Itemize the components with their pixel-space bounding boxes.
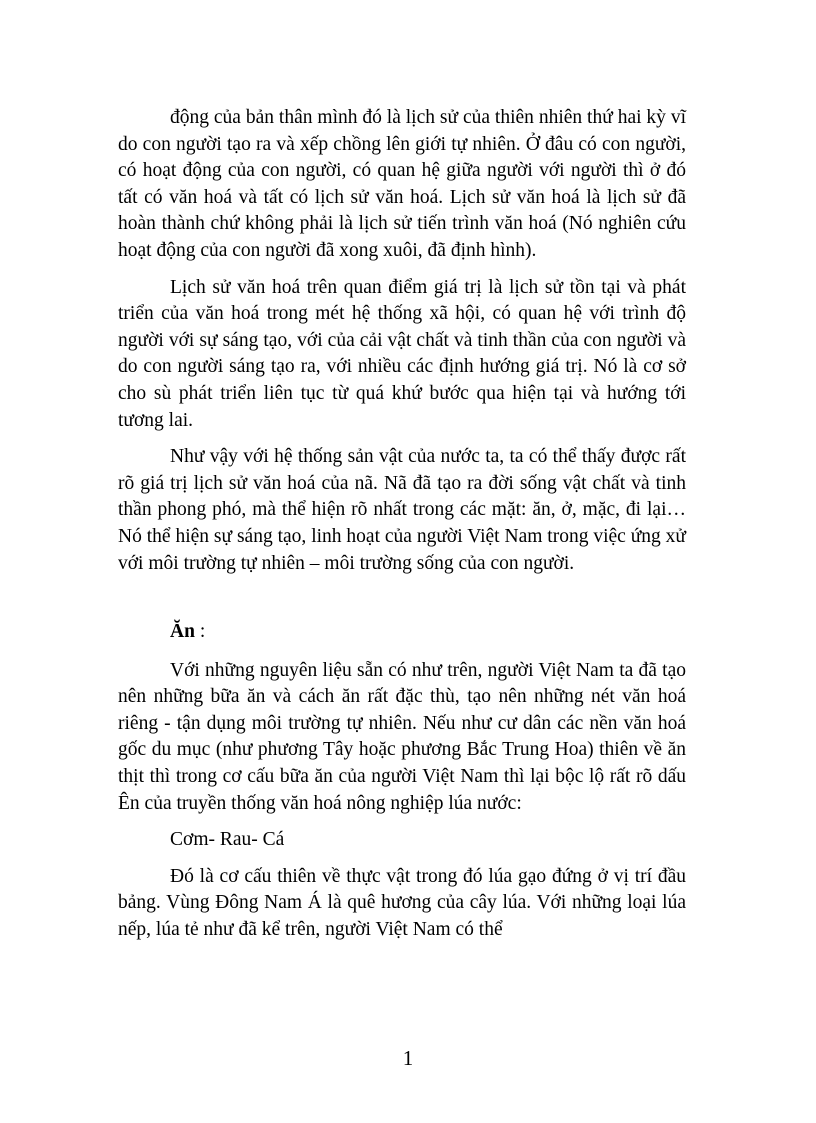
paragraph-rice: Đó là cơ cấu thiên về thực vật trong đó lúa gạo đứng ở vị trí đầu bảng. Vùng Đông Nam Á là quê hương của cây lúa. Với những loại lúa nếp, lúa tẻ như đã kể trên, người Việt Nam có thể	[118, 865, 686, 941]
meal-structure-line: Cơm- Rau- Cá	[170, 829, 285, 851]
section-heading-suffix: :	[194, 621, 206, 643]
paragraph-products: Như vậy với hệ thống sản vật của nước ta, ta có thể thấy được rất rõ giá trị lịch sử văn hoá của nã. Nã đã tạo ra đời sống vật chất và tinh thần phong phó, mà thể hiện rõ nhất trong các mặt: ăn, ở, mặc, đi lại… Nó thể hiện sự sáng tạo, linh hoạt của người Việt Nam trong việc ứng xử với môi trường tự nhiên – môi trường sống của con người.	[118, 446, 686, 574]
page-number: 1	[402, 1046, 414, 1070]
paragraph-history-nature: động của bản thân mình đó là lịch sử của thiên nhiên thứ hai kỳ vĩ do con người tạo ra và xếp chồng lên giới tự nhiên. Ở đâu có con người, có hoạt động của con người, có quan hệ giữa người với người thì ở đó tất có văn hoá và tất có lịch sử văn hoá. Lịch sử văn hoá là lịch sử đã hoàn thành chứ không phải là lịch sử tiến trình văn hoá (Nó nghiên cứu hoạt động của con người đã xong xuôi, đã định hình).	[118, 107, 686, 261]
paragraph-eating: Với những nguyên liệu sẵn có như trên, người Việt Nam ta đã tạo nên những bữa ăn và cách ăn rất đặc thù, tạo nên những nét văn hoá riêng - tận dụng môi trường tự nhiên. Nếu như cư dân các nền văn hoá gốc du mục (như phương Tây hoặc phương Bắc Trung Hoa) thiên về ăn thịt thì trong cơ cấu bữa ăn của người Việt Nam thì lại bộc lộ rất rõ dấu Ên của truyền thống văn hoá nông nghiệp lúa nước:	[118, 659, 686, 814]
section-heading-label: Ăn	[170, 621, 195, 643]
document-body	[118, 105, 686, 954]
section-heading-an	[118, 619, 686, 646]
paragraph-history-value: Lịch sử văn hoá trên quan điểm giá trị là lịch sử tồn tại và phát triển của văn hoá trong mét hệ thống xã hội, có quan hệ với trình độ người với sự sáng tạo, với của cải vật chất và tinh thần của con người và do con người sáng tạo ra, với nhiều các định hướng giá trị. Nó là cơ sở cho sù phát triển liên tục từ quá khứ bước qua hiện tại và hướng tới tương lai.	[118, 276, 686, 431]
